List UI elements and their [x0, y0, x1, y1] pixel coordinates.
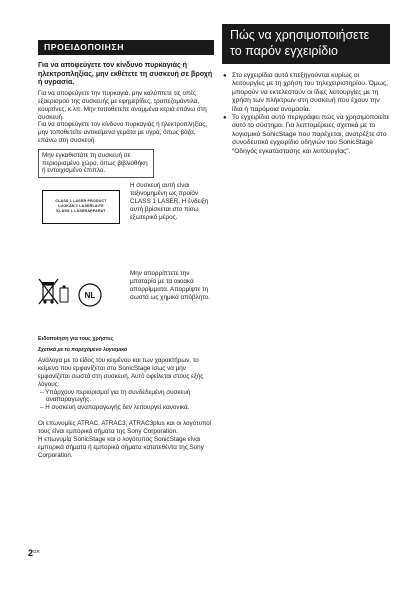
- list-item: – Υπάρχουν περιορισμοί για τη συνδεδεμένη συσκευή αναπαραγωγής.: [40, 388, 191, 404]
- battery-disposal-icon: [38, 274, 120, 316]
- page-number: [28, 548, 40, 558]
- left-column: [38, 40, 214, 460]
- list-item: [222, 114, 390, 156]
- laser-label-line: KLASS 1 LASERAPPARAT: [56, 209, 106, 214]
- right-column: [222, 24, 390, 156]
- laser-section: [38, 182, 214, 270]
- warning-header: ΠΡΟΕΙΔΟΠΟΙΗΣΗ: [38, 40, 214, 55]
- list-item: – Η συσκευή αναπαραγωγής δεν λειτουργεί κανονικά.: [40, 404, 190, 412]
- trademark-sonicstage: Η επωνυμία SonicStage και ο λογότυπος SonicStage είναι εμπορικά σήματα ή εμπορικά σήματα κατατεθέντα της Sony Corporation.: [38, 436, 204, 459]
- list-item: [222, 72, 390, 114]
- bullet-text: Το εγχειρίδιο αυτό περιγράφει πώς να χρησιμοποιείτε αυτό το σύστημα. Για λεπτομέρειες σχετικά με το λογισμικό SonicStage που παρέχεται, ανατρέξτε στο συνοδευτικό εγχειρίδιο οδηγιών του SonicStage “Οδηγός εγκατάστασης και λειτουργίας”.: [232, 114, 390, 155]
- class1-laser-label: [42, 190, 120, 224]
- guide-bullet-list: [222, 72, 390, 156]
- nl-mark-text: NL: [84, 290, 96, 300]
- notice-paragraph: Ανάλογα με το είδος του κειμένου και των χαρακτήρων, το κείμενο που εμφανίζεται στο SonicStage ίσως να μην εμφανίζεται σωστά στη συσκευή. Αυτό οφείλεται στους εξής λόγους:: [38, 356, 204, 388]
- page-number-value: 2: [28, 548, 34, 558]
- bullet-dot-icon: ●: [223, 115, 227, 122]
- notice-heading: Ειδοποίηση για τους χρήστες: [38, 335, 114, 342]
- battery-section: [38, 270, 214, 328]
- bullet-dot-icon: ●: [223, 73, 227, 79]
- guide-title: Πώς να χρησιμοποιήσετε το παρόν εγχειρίδιο: [222, 24, 390, 64]
- battery-description: Μην απορρίπτετε την μπαταρία με τα οικιακά απορρίμματα. Απορρίψτε τη σωστά ως χημικά απόβλητο.: [130, 269, 210, 301]
- page-language-code: GR: [33, 549, 40, 554]
- warning-paragraph-liquid: Για να αποφεύγετε τον κίνδυνο πυρκαγιάς ή ηλεκτροπληξίας, μην τοποθετείτε αντικείμενα γεμάτα με υγρά, όπως βάζα, επάνω στη συσκευή.: [38, 121, 208, 145]
- notice-subheading: Σχετικά με το παρεχόμενο λογισμικό: [38, 346, 128, 353]
- laser-label-line: LUOKAN 1 LASERLAITE: [58, 204, 104, 209]
- warning-bold-text: Για να αποφεύγετε τον κίνδυνο πυρκαγιάς ή ηλεκτροπληξίας, μην εκθέτετε τη συσκευή σε βροχή ή υγρασία.: [38, 61, 213, 87]
- crossed-bin-icon: [39, 279, 58, 304]
- laser-label-line: CLASS 1 LASER PRODUCT: [55, 199, 107, 204]
- warning-paragraph-fire: Για να αποφεύγετε την πυρκαγιά, μην καλύπτετε τις οπές εξαερισμού της συσκευής με εφημερίδες, τραπεζομάντιλα, κουρτίνες, κ.λπ. Μην τοποθετείτε αναμμένα κεριά επάνω στη συσκευή.: [38, 89, 207, 121]
- nl-mark-icon: [79, 284, 101, 306]
- battery-icon: [60, 285, 68, 302]
- trademark-atrac: Οι επωνυμίες ATRAC, ATRAC3, ATRAC3plus και οι λογότυποί τους είναι εμπορικά σήματα της Sony Corporation.: [38, 420, 212, 436]
- installation-box: Μην εγκαθιστάτε τη συσκευή σε περιορισμένο χώρο, όπως βιβλιοθήκη ή εντοιχισμένο έπιπλο.: [38, 149, 154, 178]
- laser-description: Η συσκευή αυτή είναι ταξινομημένη ως προϊόν CLASS 1 LASER. Η ένδειξη αυτή βρίσκεται στο πίσω εξωτερικό μέρος.: [130, 181, 209, 221]
- bullet-text: Στο εγχειρίδιο αυτό επεξηγούνται κυρίως οι λειτουργίες με τη χρήση του τηλεχειριστηρίου. Όμως, μπορούν να εκτελεστούν οι ίδιες λειτουργίες με τη χρήση των πλήκτρων στη συσκευή που έχουν την ίδια ή παρόμοια ονομασία.: [232, 72, 389, 113]
